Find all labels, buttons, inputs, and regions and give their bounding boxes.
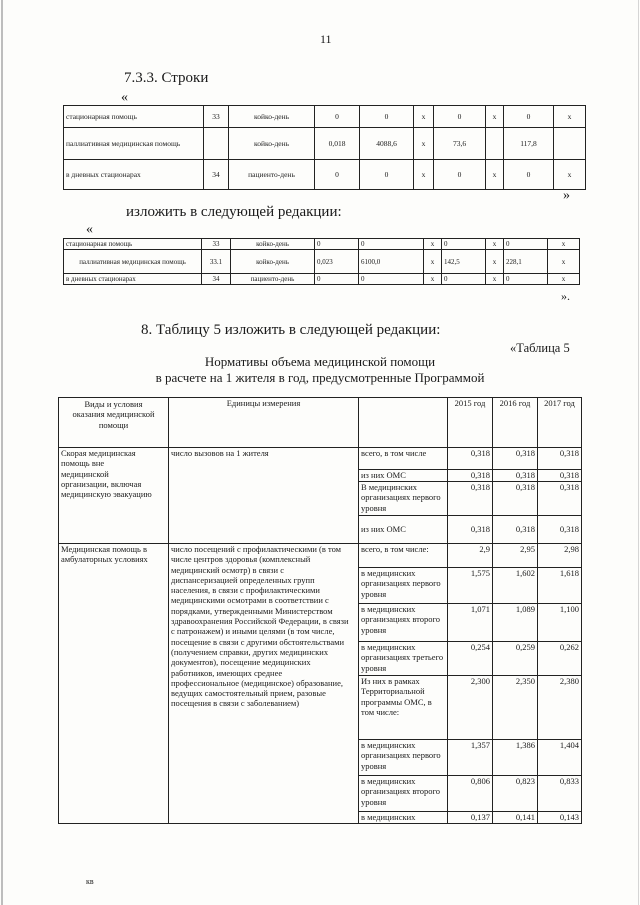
value-2016: 0,318: [493, 482, 538, 516]
new-row-v1: 0: [315, 274, 359, 285]
sub-label: из них ОМС: [359, 470, 448, 482]
value-2016: 1,386: [493, 740, 538, 776]
section-heading-733: 7.3.3. Строки: [124, 70, 209, 86]
new-row-2: [64, 274, 580, 285]
new-row-v3: 142,5: [442, 250, 486, 274]
old-row-v3: 0: [434, 106, 486, 128]
value-2016: 0,318: [493, 516, 538, 544]
old-row-1: [64, 128, 586, 160]
value-2017: 0,318: [538, 516, 582, 544]
sub-label: всего, в том числе:: [359, 544, 448, 568]
value-2016: 2,95: [493, 544, 538, 568]
old-row-name: паллиативная медицинская помощь: [64, 128, 204, 160]
new-row-1: [64, 250, 580, 274]
value-2016: 0,318: [493, 470, 538, 482]
old-row-name: в дневных стационарах: [64, 160, 204, 190]
new-row-v2: 0: [359, 274, 424, 285]
value-2016: 0,141: [493, 812, 538, 824]
value-2017: 0,318: [538, 482, 582, 516]
value-2016: 0,259: [493, 642, 538, 676]
ambulatory-unit: число посещений с профилактическими (в том числе центров здоровья (комплексный медицинский осмотр) в связи с диспансеризацией определенных групп населения, в связи с профилактическими медицинскими осмотрами в соответствии с порядками, утвержденными Министерством здравоохранения Российской Федерации, в связи с патронажем) и иными целями (в том числе, посещение в связи с другими обстоятельствами (получением справки, других медицинских документов), посещение медицинских работников, имеющих среднее профессиональное (медицинское) образование, ведущих самостоятельный прием, разовые посещения в связи с заболеванием): [169, 544, 359, 824]
value-2016: 2,350: [493, 676, 538, 740]
value-2015: 0,318: [448, 516, 493, 544]
new-row-x2: х: [486, 274, 504, 285]
old-rows-table: [63, 105, 586, 190]
old-row-code: 33: [204, 106, 229, 128]
table5-label: «Таблица 5: [510, 341, 570, 355]
table-5: [58, 397, 582, 824]
value-2015: 0,806: [448, 776, 493, 812]
old-row-v1: 0,018: [315, 128, 360, 160]
value-2017: 0,318: [538, 448, 582, 470]
section-heading-8: 8. Таблицу 5 изложить в следующей редакции:: [141, 322, 441, 338]
new-row-x3: х: [548, 274, 580, 285]
new-row-name: в дневных стационарах: [64, 274, 202, 285]
old-row-unit: койко-день: [229, 128, 315, 160]
value-2016: 0,318: [493, 448, 538, 470]
new-row-v4: 0: [504, 239, 548, 250]
value-2017: 1,100: [538, 604, 582, 642]
value-2015: 0,318: [448, 482, 493, 516]
sub-label: всего, в том числе: [359, 448, 448, 470]
value-2015: 2,9: [448, 544, 493, 568]
sub-label: в медицинских организациях второго уровня: [359, 604, 448, 642]
old-row-x3: х: [554, 106, 586, 128]
value-2016: 1,602: [493, 568, 538, 604]
table5-title-line1: Нормативы объема медицинской помощи: [204, 354, 436, 369]
table-row: [59, 544, 582, 568]
old-row-v1: 0: [315, 160, 360, 190]
sub-label: в медицинских организациях второго уровня: [359, 776, 448, 812]
old-row-2: [64, 160, 586, 190]
value-2016: 0,823: [493, 776, 538, 812]
new-row-name: паллиативная медицинская помощь: [64, 250, 202, 274]
value-2017: 2,380: [538, 676, 582, 740]
old-row-x3: х: [554, 160, 586, 190]
header-types: Виды и условия оказания медицинской помощи: [59, 398, 169, 448]
value-2017: 0,143: [538, 812, 582, 824]
old-row-x2: х: [486, 160, 504, 190]
value-2015: 0,318: [448, 470, 493, 482]
value-2017: 1,618: [538, 568, 582, 604]
new-row-x1: х: [424, 239, 442, 250]
scan-right-edge: [638, 0, 639, 905]
new-row-code: 33: [202, 239, 231, 250]
old-row-v4: 117,8: [504, 128, 554, 160]
value-2015: 0,254: [448, 642, 493, 676]
new-rows-table: [63, 238, 580, 285]
new-row-name: стационарная помощь: [64, 239, 202, 250]
value-2016: 1,089: [493, 604, 538, 642]
new-row-x2: х: [486, 239, 504, 250]
scan-left-edge: [1, 0, 3, 905]
old-row-code: [204, 128, 229, 160]
emergency-type: Скорая медицинская помощь вне медицинской организации, включая медицинскую эвакуацию: [59, 448, 169, 544]
old-row-unit: койко-день: [229, 106, 315, 128]
old-row-v1: 0: [315, 106, 360, 128]
sub-label: Из них в рамках Территориальной программы ОМС, в том числе:: [359, 676, 448, 740]
new-row-x3: х: [548, 239, 580, 250]
footer-mark: кв: [86, 877, 94, 886]
value-2017: 0,318: [538, 470, 582, 482]
header-sub-empty: [359, 398, 448, 448]
old-row-x1: х: [414, 128, 434, 160]
value-2017: 1,404: [538, 740, 582, 776]
table5-header-row: [59, 398, 582, 448]
quote-open-2: «: [86, 222, 93, 237]
new-row-v1: 0: [315, 239, 359, 250]
value-2017: 0,262: [538, 642, 582, 676]
sub-label: в медицинских: [359, 812, 448, 824]
old-row-v4: 0: [504, 160, 554, 190]
new-row-code: 33.1: [202, 250, 231, 274]
header-year-2017: 2017 год: [538, 398, 582, 448]
quote-close-1: »: [563, 188, 570, 203]
value-2017: 2,98: [538, 544, 582, 568]
new-row-v4: 228,1: [504, 250, 548, 274]
old-row-v4: 0: [504, 106, 554, 128]
table-row: [59, 448, 582, 470]
value-2015: 0,318: [448, 448, 493, 470]
value-2017: 0,833: [538, 776, 582, 812]
new-row-x1: х: [424, 274, 442, 285]
new-row-v2: 6100,0: [359, 250, 424, 274]
value-2015: 1,357: [448, 740, 493, 776]
old-row-x2: х: [486, 106, 504, 128]
table5-title-line2: в расчете на 1 жителя в год, предусмотренные Программой: [155, 370, 485, 385]
old-row-name: стационарная помощь: [64, 106, 204, 128]
sub-label: в медицинских организациях первого уровня: [359, 568, 448, 604]
value-2015: 0,137: [448, 812, 493, 824]
value-2015: 1,575: [448, 568, 493, 604]
value-2015: 1,071: [448, 604, 493, 642]
ambulatory-type: Медицинская помощь в амбулаторных условиях: [59, 544, 169, 824]
header-year-2016: 2016 год: [493, 398, 538, 448]
quote-open-1: «: [121, 90, 128, 105]
old-row-v2: 0: [360, 160, 414, 190]
old-row-x1: х: [414, 160, 434, 190]
old-row-unit: пациенто-день: [229, 160, 315, 190]
new-row-v2: 0: [359, 239, 424, 250]
sub-label: в медицинских организациях первого уровня: [359, 740, 448, 776]
old-row-x2: [486, 128, 504, 160]
quote-close-2: ».: [561, 289, 570, 303]
new-row-code: 34: [202, 274, 231, 285]
sub-label: в медицинских организациях третьего уровня: [359, 642, 448, 676]
old-row-code: 34: [204, 160, 229, 190]
new-row-v3: 0: [442, 239, 486, 250]
old-row-0: [64, 106, 586, 128]
sub-label: В медицинских организациях первого уровня: [359, 482, 448, 516]
old-row-x3: [554, 128, 586, 160]
page-number: 11: [320, 32, 332, 46]
emergency-unit: число вызовов на 1 жителя: [169, 448, 359, 544]
sub-label: из них ОМС: [359, 516, 448, 544]
header-year-2015: 2015 год: [448, 398, 493, 448]
new-row-unit: пациенто-день: [231, 274, 315, 285]
old-row-v3: 0: [434, 160, 486, 190]
old-row-v2: 4088,6: [360, 128, 414, 160]
new-row-unit: койко-день: [231, 239, 315, 250]
new-row-x2: х: [486, 250, 504, 274]
new-row-v1: 0,023: [315, 250, 359, 274]
new-row-v3: 0: [442, 274, 486, 285]
new-row-v4: 0: [504, 274, 548, 285]
old-row-v3: 73,6: [434, 128, 486, 160]
new-row-x1: х: [424, 250, 442, 274]
header-units: Единицы измерения: [169, 398, 359, 448]
new-row-0: [64, 239, 580, 250]
old-row-x1: х: [414, 106, 434, 128]
new-row-unit: койко-день: [231, 250, 315, 274]
value-2015: 2,300: [448, 676, 493, 740]
new-row-x3: х: [548, 250, 580, 274]
edit-phrase: изложить в следующей редакции:: [126, 204, 342, 220]
old-row-v2: 0: [360, 106, 414, 128]
